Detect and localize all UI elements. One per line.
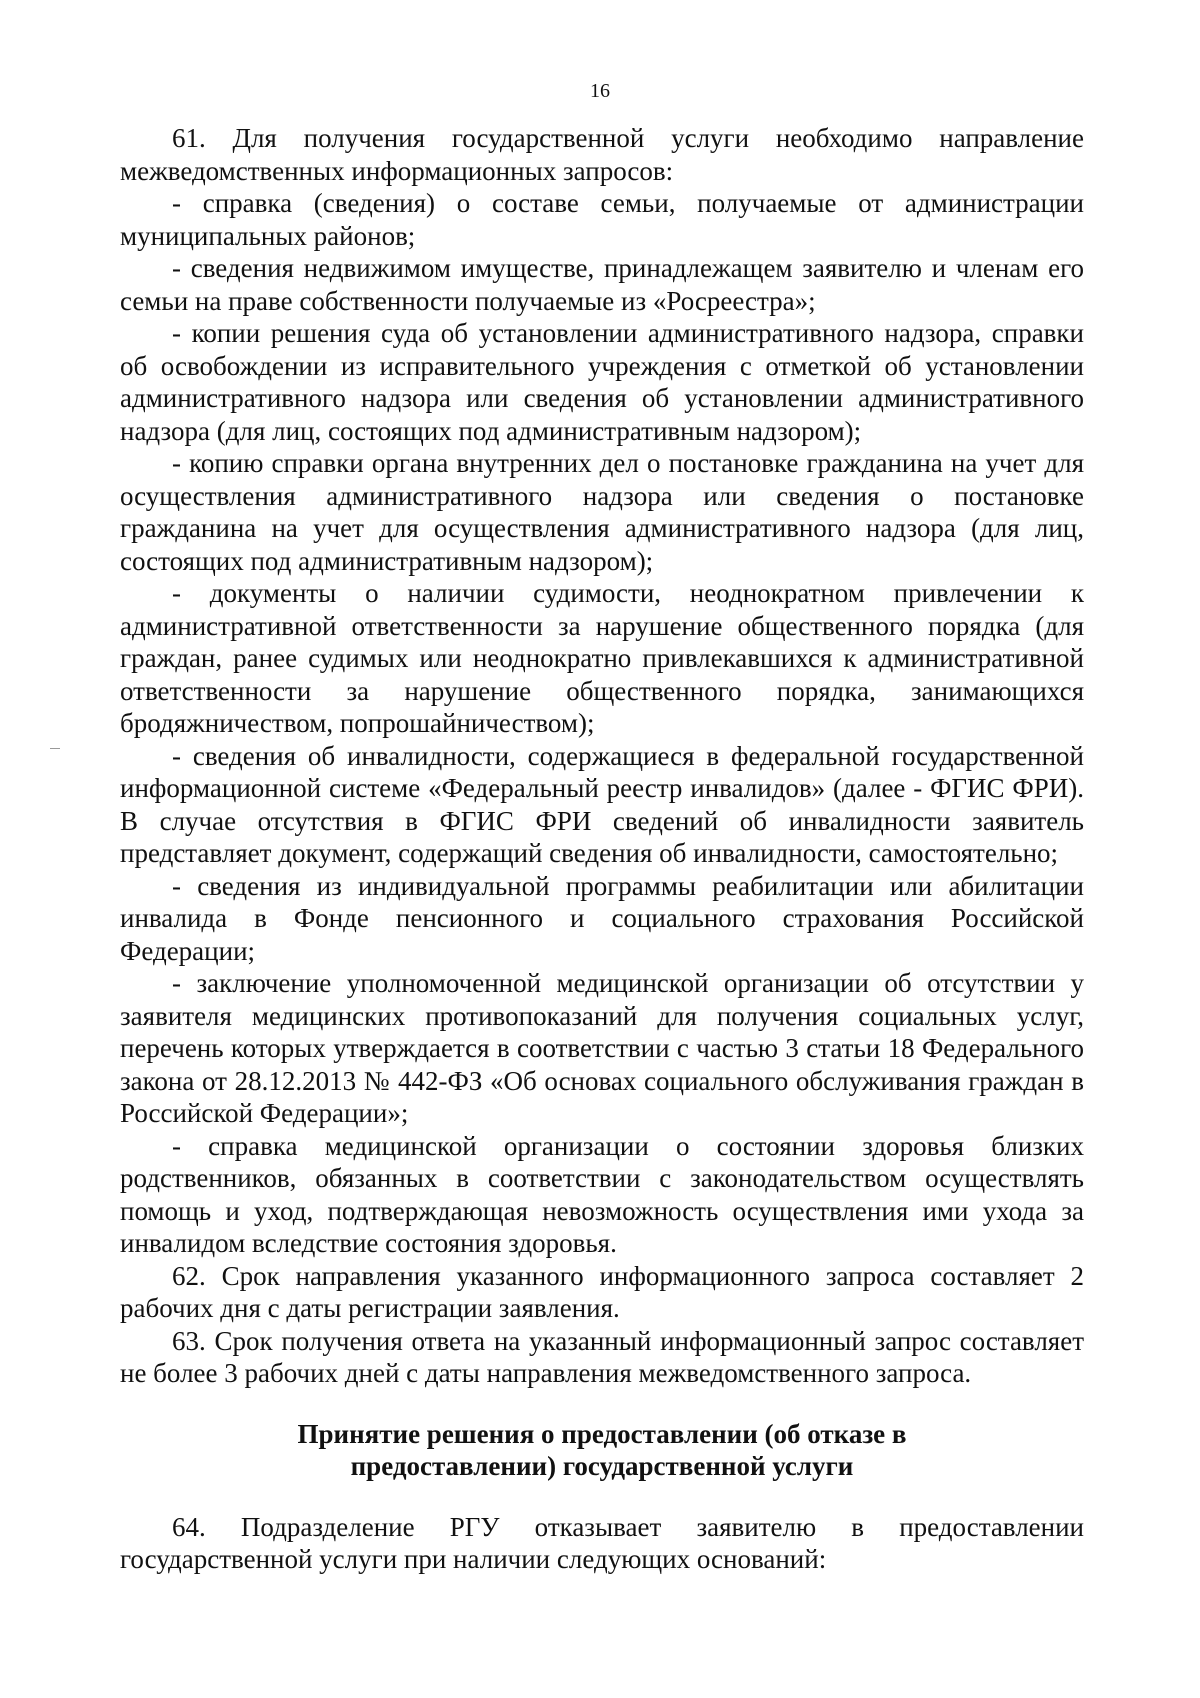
section-heading-line-1: Принятие решения о предоставлении (об отказе в (297, 1418, 907, 1449)
section-heading (120, 1418, 1084, 1483)
list-item-medical-conclusion: - заключение уполномоченной медицинской организации об отсутствии у заявителя медицинских противопоказаний для получения социальных услуг, перечень которых утверждается в соответствии с частью 3 статьи 18 Федерального закона от 28.12.2013 № 442-ФЗ «Об основах социального обслуживания граждан в Российской Федерации»; (120, 968, 1084, 1128)
document-body (120, 122, 1084, 1576)
list-item-rehabilitation-program: - сведения из индивидуальной программы реабилитации или абилитации инвалида в Фонде пенсионного и социального страхования Российской Федерации; (120, 870, 1084, 966)
list-item-real-estate: - сведения недвижимом имуществе, принадлежащем заявителю и членам его семьи на праве собственности получаемые из «Росреестра»; (120, 253, 1084, 316)
list-item-family-composition: - справка (сведения) о составе семьи, получаемые от администрации муниципальных районов; (120, 188, 1084, 251)
paragraph-64: 64. Подразделение РГУ отказывает заявителю в предоставлении государственной услуги при наличии следующих оснований: (120, 1511, 1084, 1574)
list-item-disability-info: - сведения об инвалидности, содержащиеся в федеральной государственной информационной системе «Федеральный реестр инвалидов» (далее - ФГИС ФРИ). В случае отсутствия в ФГИС ФРИ сведений об инвалидности заявитель представляет документ, содержащий сведения об инвалидности, самостоятельно; (120, 740, 1084, 868)
paragraph-61: 61. Для получения государственной услуги необходимо направление межведомственных информационных запросов: (120, 123, 1084, 186)
paragraph-62: 62. Срок направления указанного информационного запроса составляет 2 рабочих дня с даты регистрации заявления. (120, 1260, 1084, 1323)
margin-mark (50, 748, 60, 749)
list-item-criminal-record: - документы о наличии судимости, неоднократном привлечении к административной ответственности за нарушение общественного порядка (для граждан, ранее судимых или неоднократно привлекавшихся к административной ответственности за нарушение общественного порядка, занимающихся бродяжничеством, попрошайничеством); (120, 578, 1084, 738)
list-item-police-certificate: - копию справки органа внутренних дел о постановке гражданина на учет для осуществления административного надзора или сведения о постановке гражданина на учет для осуществления административного надзора (для лиц, состоящих под административным надзором); (120, 448, 1084, 576)
section-heading-line-2: предоставлении) государственной услуги (350, 1451, 854, 1481)
list-item-court-decision: - копии решения суда об установлении административного надзора, справки об освобождении из исправительного учреждения с отметкой об установлении административного надзора или сведения об установлении административного надзора (для лиц, состоящих под административным надзором); (120, 318, 1084, 446)
paragraph-63: 63. Срок получения ответа на указанный информационный запрос составляет не более 3 рабочих дней с даты направления межведомственного запроса. (120, 1325, 1084, 1388)
page-number: 16 (590, 80, 610, 102)
list-item-relatives-health: - справка медицинской организации о состоянии здоровья близких родственников, обязанных в соответствии с законодательством осуществлять помощь и уход, подтверждающая невозможность осуществления ими ухода за инвалидом вследствие состояния здоровья. (120, 1130, 1084, 1258)
